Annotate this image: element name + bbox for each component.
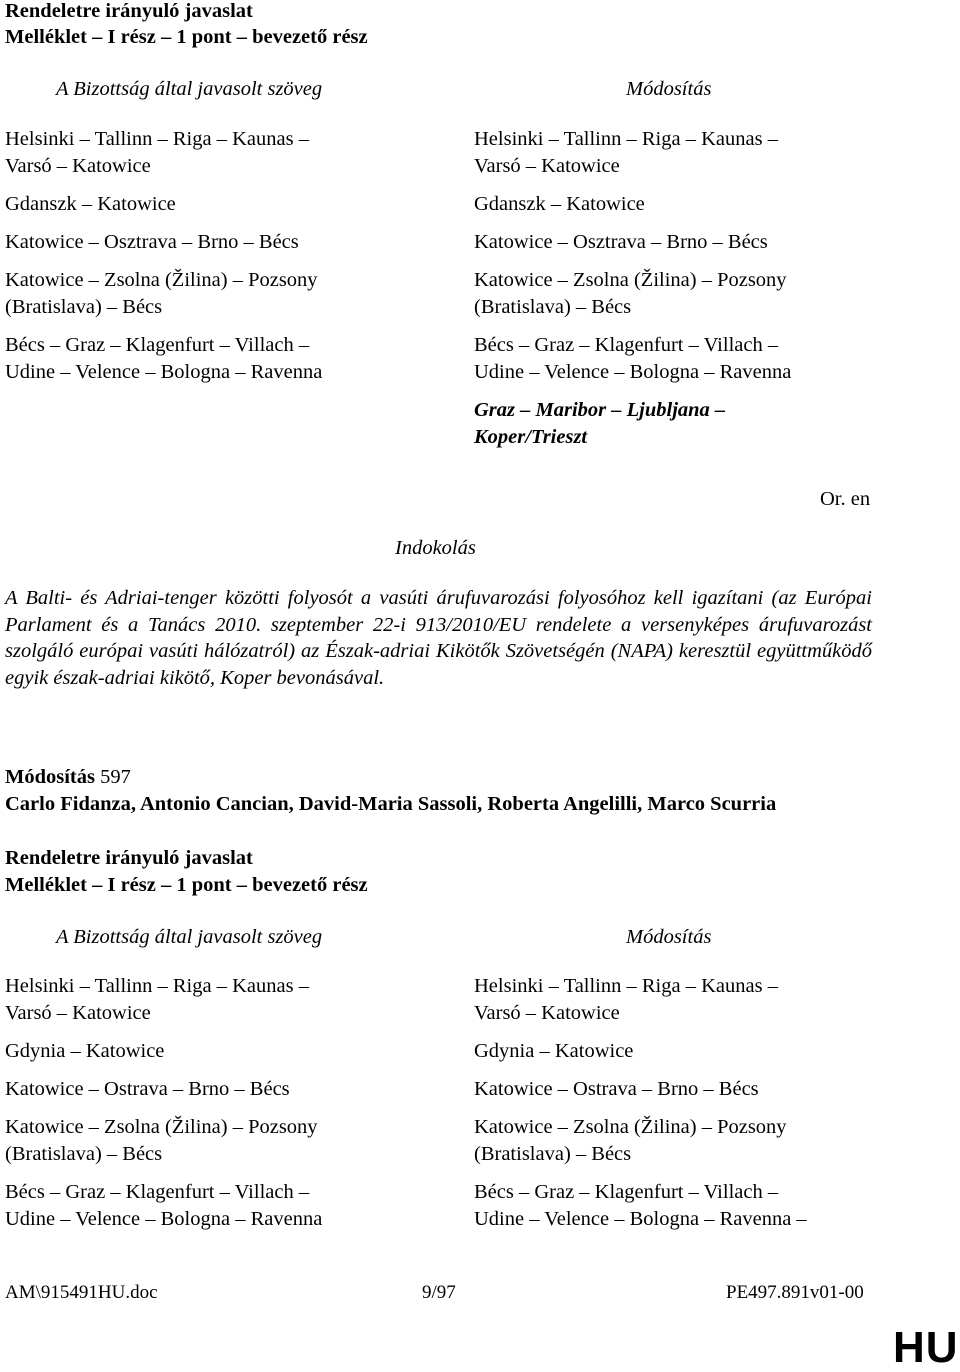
text-line: (Bratislava) – Bécs <box>474 296 632 318</box>
added-text-line: Graz – Maribor – Ljubljana – <box>474 399 726 421</box>
text-line: Katowice – Ostrava – Brno – Bécs <box>5 1078 290 1100</box>
text-line: Bécs – Graz – Klagenfurt – Villach – <box>474 1181 779 1203</box>
text-line: Helsinki – Tallinn – Riga – Kaunas – <box>5 975 309 997</box>
text-line: Gdynia – Katowice <box>5 1040 165 1062</box>
language-mark: HU <box>893 1323 959 1372</box>
document-reference: AM\915491HU.doc <box>5 1282 158 1303</box>
text-line: Katowice – Zsolna (Žilina) – Pozsony <box>5 269 318 291</box>
amendment-title <box>5 764 131 791</box>
text-line: Helsinki – Tallinn – Riga – Kaunas – <box>474 975 778 997</box>
proposal-heading: Rendeletre irányuló javaslat <box>5 0 253 22</box>
text-line: Udine – Velence – Bologna – Ravenna <box>5 1208 323 1230</box>
text-line: Helsinki – Tallinn – Riga – Kaunas – <box>5 128 309 150</box>
text-line: Gdynia – Katowice <box>474 1040 634 1062</box>
page-number: 9/97 <box>422 1282 456 1303</box>
commission-text-header: A Bizottság által javasolt szöveg <box>56 926 323 948</box>
text-line: Katowice – Osztrava – Brno – Bécs <box>5 231 299 253</box>
text-line: Udine – Velence – Bologna – Ravenna <box>474 361 792 383</box>
pe-reference: PE497.891v01-00 <box>726 1282 864 1303</box>
text-line: (Bratislava) – Bécs <box>5 296 163 318</box>
original-language: Or. en <box>820 488 871 510</box>
text-line: Bécs – Graz – Klagenfurt – Villach – <box>5 334 310 356</box>
annex-reference: Melléklet – I rész – 1 pont – bevezető rész <box>5 874 368 896</box>
text-line: (Bratislava) – Bécs <box>5 1143 163 1165</box>
text-line: Bécs – Graz – Klagenfurt – Villach – <box>474 334 779 356</box>
amendment-number: 597 <box>100 766 131 788</box>
text-line: Udine – Velence – Bologna – Ravenna – <box>474 1208 807 1230</box>
text-line: Katowice – Osztrava – Brno – Bécs <box>474 231 768 253</box>
justification-title: Indokolás <box>395 537 476 559</box>
amendment-label: Módosítás <box>5 766 95 788</box>
text-line: Katowice – Zsolna (Žilina) – Pozsony <box>5 1116 318 1138</box>
added-text-line: Koper/Trieszt <box>474 426 588 448</box>
justification-text: A Balti- és Adriai-tenger közötti folyosót a vasúti árufuvarozási folyosóhoz kell igazítani (az Európai Parlament és a Tanács 2010. szeptember 22-i 913/2010/EU rendelete a versenyképes árufuvarozást szolgáló európai vasúti hálózatról) az Észak-adriai Kikötők Szövetségén (NAPA) keresztül együttműködő egyik észak-adriai kikötő, Koper bevonásával. <box>5 587 872 689</box>
amendment-authors: Carlo Fidanza, Antonio Cancian, David-Maria Sassoli, Roberta Angelilli, Marco Scurria <box>5 793 777 815</box>
text-line: Katowice – Zsolna (Žilina) – Pozsony <box>474 269 787 291</box>
amendment-header: Módosítás <box>626 926 712 948</box>
text-line: Udine – Velence – Bologna – Ravenna <box>5 361 323 383</box>
text-line: Varsó – Katowice <box>5 1002 151 1024</box>
text-line: Helsinki – Tallinn – Riga – Kaunas – <box>474 128 778 150</box>
text-line: Varsó – Katowice <box>474 1002 620 1024</box>
text-line: Gdanszk – Katowice <box>5 193 176 215</box>
text-line: Katowice – Ostrava – Brno – Bécs <box>474 1078 759 1100</box>
annex-reference: Melléklet – I rész – 1 pont – bevezető rész <box>5 26 368 48</box>
proposal-heading: Rendeletre irányuló javaslat <box>5 847 253 869</box>
text-line: Varsó – Katowice <box>5 155 151 177</box>
text-line: Katowice – Zsolna (Žilina) – Pozsony <box>474 1116 787 1138</box>
commission-text-header: A Bizottság által javasolt szöveg <box>56 78 323 100</box>
text-line: Gdanszk – Katowice <box>474 193 645 215</box>
text-line: Varsó – Katowice <box>474 155 620 177</box>
text-line: Bécs – Graz – Klagenfurt – Villach – <box>5 1181 310 1203</box>
amendment-header: Módosítás <box>626 78 712 100</box>
text-line: (Bratislava) – Bécs <box>474 1143 632 1165</box>
